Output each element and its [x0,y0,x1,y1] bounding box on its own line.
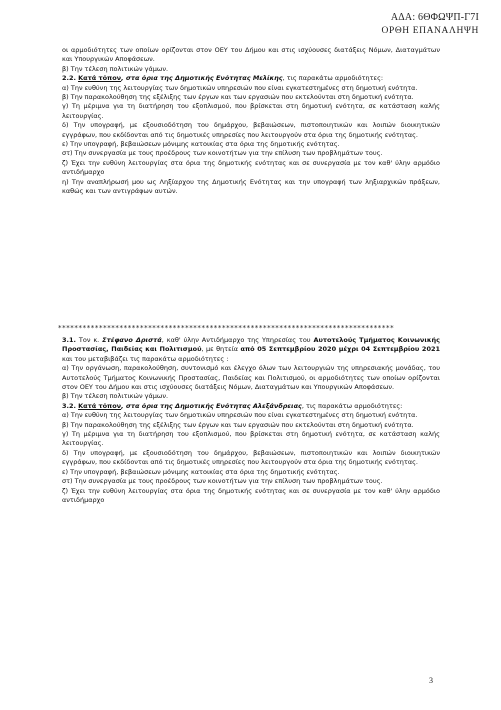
heading-number: 3.2. [62,401,76,410]
correction-label: ΟΡΘΗ ΕΠΑΝΑΛΗΨΗ [381,26,479,36]
list-item: στ) Την συνεργασία με τους προέδρους των κοινοτήτων για την επίλυση των προβλημάτων τους. [62,149,383,158]
list-item: γ) Τη μέριμνα για τη διατήρηση του εξοπλισμού, που βρίσκεται στη δημοτική ενότητα, σε κατάσταση καλής λειτουργίας. [62,102,440,120]
section-3-block [62,336,440,505]
text-part: Τον κ. [75,336,103,344]
paragraph-organisation: α) Την οργάνωση, παρακολούθηση, συντονισμό και έλεγχο όλων των λειτουργιών της υπηρεσιακής μονάδας, του Αυτοτελούς Τμήματος Κοινωνικής Προστασίας, Παιδείας και Πολιτισμού, οι αρμοδιότητες των οποίων ορίζονται στον ΟΕΥ του Δήμου και στις ισχύουσες διατάξεις Νόμων, Διαταγμάτων και Υπουργικών Αποφάσεων. [62,364,440,392]
list-item: στ) Την συνεργασία με τους προέδρους των κοινοτήτων για την επίλυση των προβλημάτων τους. [62,477,383,486]
list-item: ζ) Έχει την ευθύνη λειτουργίας στα όρια της δημοτικής ενότητας και σε συνεργασία με τον καθ' ύλην αρμόδιο αντιδήμαρχο [62,486,440,504]
paragraph-civil-weddings: β) Την τέλεση πολιτικών γάμων. [62,64,169,73]
list-item: α) Την ευθύνη της λειτουργίας των δημοτικών υπηρεσιών που είναι εγκατεστημένες στη δημοτική ενότητα. [62,411,418,420]
text-part: , καθ' ύλην Αντιδήμαρχο της Υπηρεσίας του [161,336,314,344]
list-item: ε) Την υπογραφή, βεβαιώσεων μόνιμης κατοικίας στα όρια της δημοτικής ενότητας. [62,467,340,476]
heading-2-2 [62,74,440,83]
text-part: και του μεταβιβάζει τις παρακάτω αρμοδιότητες : [62,354,229,363]
ada-code: ΑΔΑ: 6ΘΦΩΨΠ-Γ7Ι [390,12,479,23]
list-item: δ) Την υπογραφή, με εξουσιοδότηση του δημάρχου, βεβαιώσεων, πιστοποιητικών και λοιπών διοικητικών εγγράφων, που εκδίδονται από τις δημοτικές υπηρεσίες που λειτουργούν στα όρια της δημοτικής ενότητας. [62,448,440,467]
heading-area: , στα όρια της Δημοτικής Ενότητας Αλεξάνδρειας [121,401,302,410]
heading-kata-topon: Κατά τόπον [78,401,122,410]
number-3-1: 3.1. [62,336,76,344]
department-name: Αυτοτελούς Τμήματος Κοινωνικής Προστασίας, Παιδείας και Πολιτισμού [62,336,440,354]
list-item: ε) Την υπογραφή, βεβαιώσεων μόνιμης κατοικίας στα όρια της δημοτικής ενότητας. [62,140,340,149]
text-part: , με θητεία [201,345,241,354]
heading-area: , στα όρια της Δημοτικής Ενότητας Μελίκης [121,74,283,83]
page-number: 3 [429,676,433,685]
section-2-block [62,46,440,197]
paragraph-3-1 [62,336,440,364]
list-item: α) Την ευθύνη της λειτουργίας των δημοτικών υπηρεσιών που είναι εγκατεστημένες στη δημοτική ενότητα. [62,83,418,92]
deputy-name: Στέφανο Δριστά [102,336,162,344]
heading-3-2 [62,402,440,411]
list-item: η) Την αναπλήρωσή μου ως Ληξίαρχου της Δημοτικής Ενότητας και την υπογραφή των ληξιαρχικών πράξεων, καθώς και των αντιγράφων αυτών. [62,177,440,196]
term-dates: από 05 Σεπτεμβρίου 2020 μέχρι 04 Σεπτεμβρίου 2021 [240,345,441,354]
list-item: δ) Την υπογραφή, με εξουσιοδότηση του δημάρχου, βεβαιώσεων, πιστοποιητικών και λοιπών διοικητικών εγγράφων, που εκδίδονται από τις δημοτικές υπηρεσίες που λειτουργούν στα όρια της δημοτικής ενότητας. [62,121,440,139]
heading-tail: , τις παρακάτω αρμοδιότητες: [301,401,403,410]
paragraph-intro: οι αρμοδιότητες των οποίων ορίζονται στον ΟΕΥ του Δήμου και στις ισχύουσες διατάξεις Νόμων, Διαταγμάτων και Υπουργικών Αποφάσεων. [62,46,440,64]
list-item: β) Την παρακολούθηση της εξέλιξης των έργων και των εργασιών που εκτελούνται στη δημοτική ενότητα. [62,93,414,102]
paragraph-civil-weddings: β) Την τέλεση πολιτικών γάμων. [62,392,169,401]
heading-kata-topon: Κατά τόπον [78,74,122,83]
heading-tail: , τις παρακάτω αρμοδιότητες: [282,74,384,83]
list-item: β) Την παρακολούθηση της εξέλιξης των έργων και των εργασιών που εκτελούνται στη δημοτική ενότητα. [62,420,414,429]
list-item: γ) Τη μέριμνα για τη διατήρηση του εξοπλισμού, που βρίσκεται στη δημοτική ενότητα, σε κατάσταση καλής λειτουργίας. [62,430,440,448]
separator-stars: ********************************************************************************** [58,324,395,332]
list-item: ζ) Έχει την ευθύνη λειτουργίας στα όρια της δημοτικής ενότητας και σε συνεργασία με τον καθ' ύλην αρμόδιο αντιδήμαρχο [62,158,440,177]
heading-number: 2.2. [62,74,76,83]
